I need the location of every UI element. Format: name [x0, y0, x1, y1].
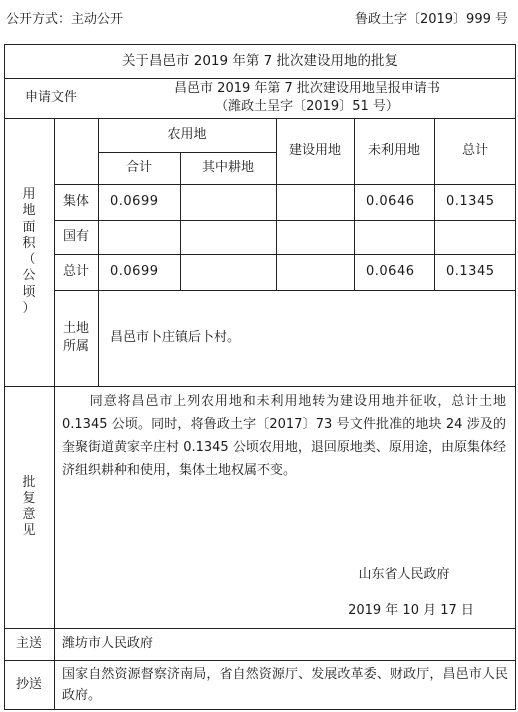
table-cell [180, 184, 276, 220]
opinion-text: 同意将昌邑市上列农用地和未利用地转为建设用地并征收，总计土地 0.1345 公顷。同时，将鲁政土字〔2017〕73 号文件批准的地块 24 涉及的奎聚街道黄家辛庄村 0.1345 公顷农用地，退回原地类、原用途，由原集体经济组织耕种和使用，集体土地权属不变。 [62, 394, 506, 478]
application-line2: （潍政土呈字〔2019〕51 号） [215, 99, 399, 114]
ownership-value: 昌邑市卜庄镇后卜村。 [110, 330, 241, 346]
table-cell [276, 220, 354, 254]
header-total: 总计 [461, 143, 488, 159]
application-line1: 昌邑市 2019 年第 7 批次建设用地呈报申请书 [174, 81, 440, 97]
approval-table [4, 44, 516, 710]
ownership-label [54, 290, 98, 386]
label-char: 意 [22, 507, 36, 522]
table-cell: 0.0699 [110, 264, 159, 280]
header-farmland: 其中耕地 [201, 160, 254, 176]
label-char: 批 [22, 474, 36, 490]
table-cell: 0.1345 [446, 194, 495, 210]
table-cell: 0.0699 [110, 194, 159, 210]
table-cell [354, 220, 434, 254]
row-label-collective: 集体 [62, 194, 89, 210]
table-cell [180, 254, 276, 290]
table-cell [434, 220, 516, 254]
opinion-label [4, 386, 54, 628]
disclosure-mode: 公开方式：主动公开 [6, 12, 124, 27]
document-number: 鲁政土字〔2019〕999 号 [354, 12, 508, 27]
application-value [98, 78, 516, 118]
main-recipient-label: 主送 [15, 636, 42, 652]
header-unused: 未利用地 [367, 143, 420, 159]
table-cell [276, 184, 354, 220]
approval-date: 2019 年 10 月 17 日 [348, 603, 474, 619]
issuing-authority: 山东省人民政府 [358, 567, 450, 583]
label-char: 公 [22, 268, 36, 284]
divider [4, 386, 516, 387]
label-char: 面 [22, 219, 36, 235]
application-label: 申请文件 [24, 90, 77, 106]
ownership-label-line: 所属 [62, 339, 89, 354]
cc-label: 抄送 [15, 677, 42, 693]
table-cell: 0.1345 [446, 264, 495, 280]
header-agricultural: 农用地 [167, 127, 207, 143]
label-char: （ [22, 252, 36, 267]
document-title: 关于昌邑市 2019 年第 7 批次建设用地的批复 [121, 52, 399, 69]
header-agri-total: 合计 [125, 160, 152, 176]
header-construction: 建设用地 [288, 143, 341, 159]
table-cell [180, 220, 276, 254]
ownership-label-line: 土地 [62, 321, 89, 337]
table-cell: 0.0646 [366, 264, 415, 280]
cc-value: 国家自然资源督察济南局，省自然资源厅、发展改革委、财政厅，昌邑市人民政府。 [62, 667, 508, 703]
row-label-state: 国有 [62, 229, 89, 245]
table-cell [98, 220, 180, 254]
label-char: ） [22, 300, 36, 316]
land-area-label [4, 118, 54, 386]
table-cell [276, 254, 354, 290]
main-recipient-value: 潍坊市人民政府 [62, 636, 154, 652]
divider [54, 660, 55, 710]
label-char: 地 [22, 203, 36, 219]
label-char: 顷 [22, 284, 36, 300]
row-label-total: 总计 [62, 264, 89, 280]
label-char: 积 [22, 235, 36, 251]
divider [4, 660, 516, 661]
table-cell: 0.0646 [366, 194, 415, 210]
label-char: 用 [22, 187, 36, 202]
label-char: 见 [22, 523, 36, 539]
label-char: 复 [22, 490, 36, 506]
